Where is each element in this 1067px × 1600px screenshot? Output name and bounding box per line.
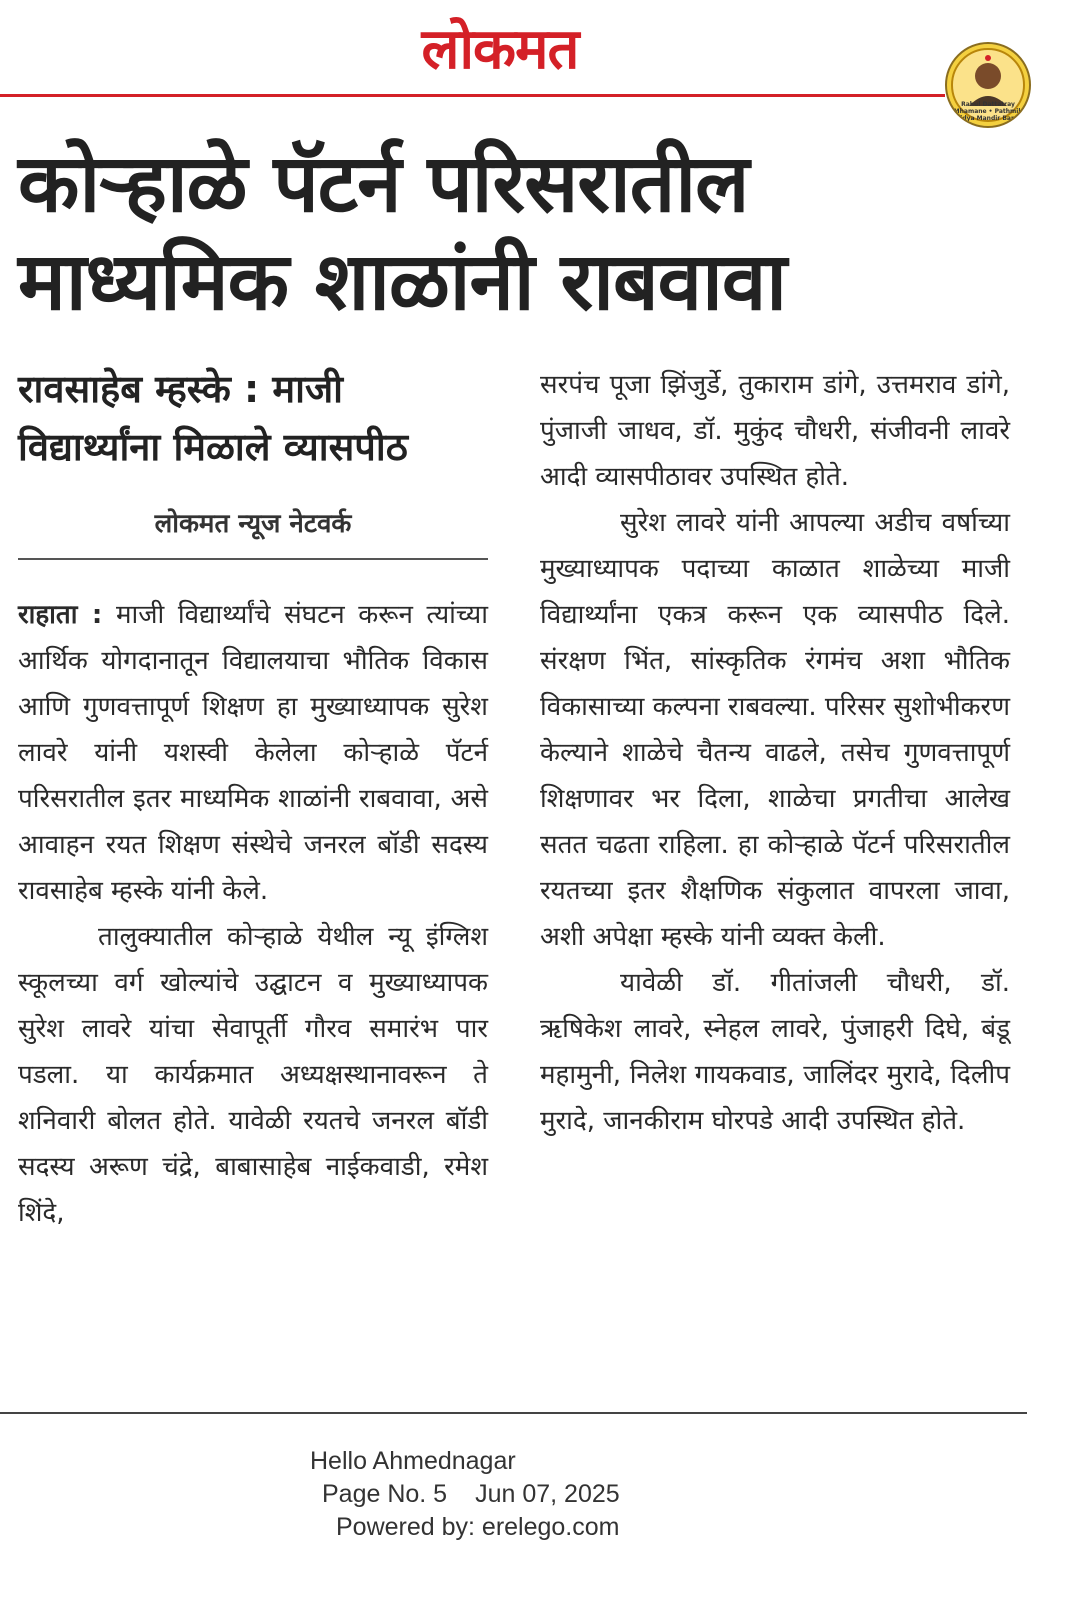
author-badge <box>945 42 1031 128</box>
article-column-left <box>18 592 488 1236</box>
footer-page-info <box>300 1478 660 1511</box>
footer-powered: Powered by: erelego.com <box>336 1513 620 1541</box>
article-paragraph <box>18 592 488 914</box>
paragraph-text: माजी विद्यार्थ्यांचे संघटन करून त्यांच्या आर्थिक योगदानातून विद्यालयाचा भौतिक विकास आणि गुणवत्तापूर्ण शिक्षण हा मुख्याध्यापक सुरेश लावरे यांनी यशस्वी केलेला कोऱ्हाळे पॅटर्न परिसरातील इतर माध्यमिक शाळांनी राबवावा, असे आवाहन रयत शिक्षण संस्थेचे जनरल बॉडी सदस्य रावसाहेब म्हस्के यांनी केले. <box>18 600 488 906</box>
article-column-right <box>540 362 1010 1144</box>
badge-caption: Rahul Dattatray Mhamane • Pathmik Vidya Mandir Bardi <box>953 101 1023 122</box>
headline-line-1: कोऱ्हाळे पॅटर्न परिसरातील <box>18 137 749 230</box>
subhead-line-2: विद्यार्थ्यांना मिळाले व्यासपीठ <box>18 425 408 469</box>
article-paragraph: तालुक्यातील कोऱ्हाळे येथील न्यू इंग्लिश स्कूलच्या वर्ग खोल्यांचे उद्घाटन व मुख्याध्यापक सुरेश लावरे यांचा सेवापूर्ती गौरव समारंभ पार पडला. या कार्यक्रमात अध्यक्षस्थानावरून ते शनिवारी बोलत होते. यावेळी रयतचे जनरल बॉडी सदस्य अरूण चंद्रे, बाबासाहेब नाईकवाडी, रमेश शिंदे, <box>18 922 488 1228</box>
footer-divider <box>0 1412 1027 1414</box>
footer-date: Jun 07, 2025 <box>475 1480 620 1508</box>
article-paragraph: सरपंच पूजा झिंजुर्डे, तुकाराम डांगे, उत्तमराव डांगे, पुंजाजी जाधव, डॉ. मुकुंद चौधरी, संजीवनी लावरे आदी व्यासपीठावर उपस्थित होते. <box>540 370 1010 492</box>
dateline: राहाता : <box>18 600 103 630</box>
subheadline <box>18 360 498 476</box>
headline-line-2: माध्यमिक शाळांनी राबवावा <box>18 235 787 328</box>
byline: लोकमत न्यूज नेटवर्क <box>154 509 352 539</box>
subhead-line-1: रावसाहेब म्हस्के : माजी <box>18 367 344 411</box>
footer <box>300 1445 660 1544</box>
masthead-rule <box>0 94 945 97</box>
article-paragraph: सुरेश लावरे यांनी आपल्या अडीच वर्षाच्या मुख्याध्यापक पदाच्या काळात शाळेच्या माजी विद्यार्थ्यांना एकत्र करून एक व्यासपीठ दिले. संरक्षण भिंत, सांस्कृतिक रंगमंच अशा भौतिक विकासाच्या कल्पना राबवल्या. परिसर सुशोभीकरण केल्याने शाळेचे चैतन्य वाढले, तसेच गुणवत्तापूर्ण शिक्षणावर भर दिला, शाळेचा प्रगतीचा आलेख सतत चढता राहिला. हा कोऱ्हाळे पॅटर्न परिसरातील रयतच्या इतर शैक्षणिक संकुलात वापरला जावा, अशी अपेक्षा म्हस्के यांनी व्यक्त केली. <box>540 508 1010 952</box>
article-paragraph: यावेळी डॉ. गीतांजली चौधरी, डॉ. ऋषिकेश लावरे, स्नेहल लावरे, पुंजाहरी दिघे, बंडू महामुनी, निलेश गायकवाड, जालिंदर मुरादे, दिलीप मुरादे, जानकीराम घोरपडे आदी उपस्थित होते. <box>540 968 1010 1136</box>
footer-edition: Hello Ahmednagar <box>310 1447 516 1475</box>
masthead-logo: लोकमत <box>421 17 579 82</box>
byline-divider <box>18 558 488 560</box>
footer-page: Page No. 5 <box>322 1480 448 1508</box>
headline <box>18 135 1018 331</box>
